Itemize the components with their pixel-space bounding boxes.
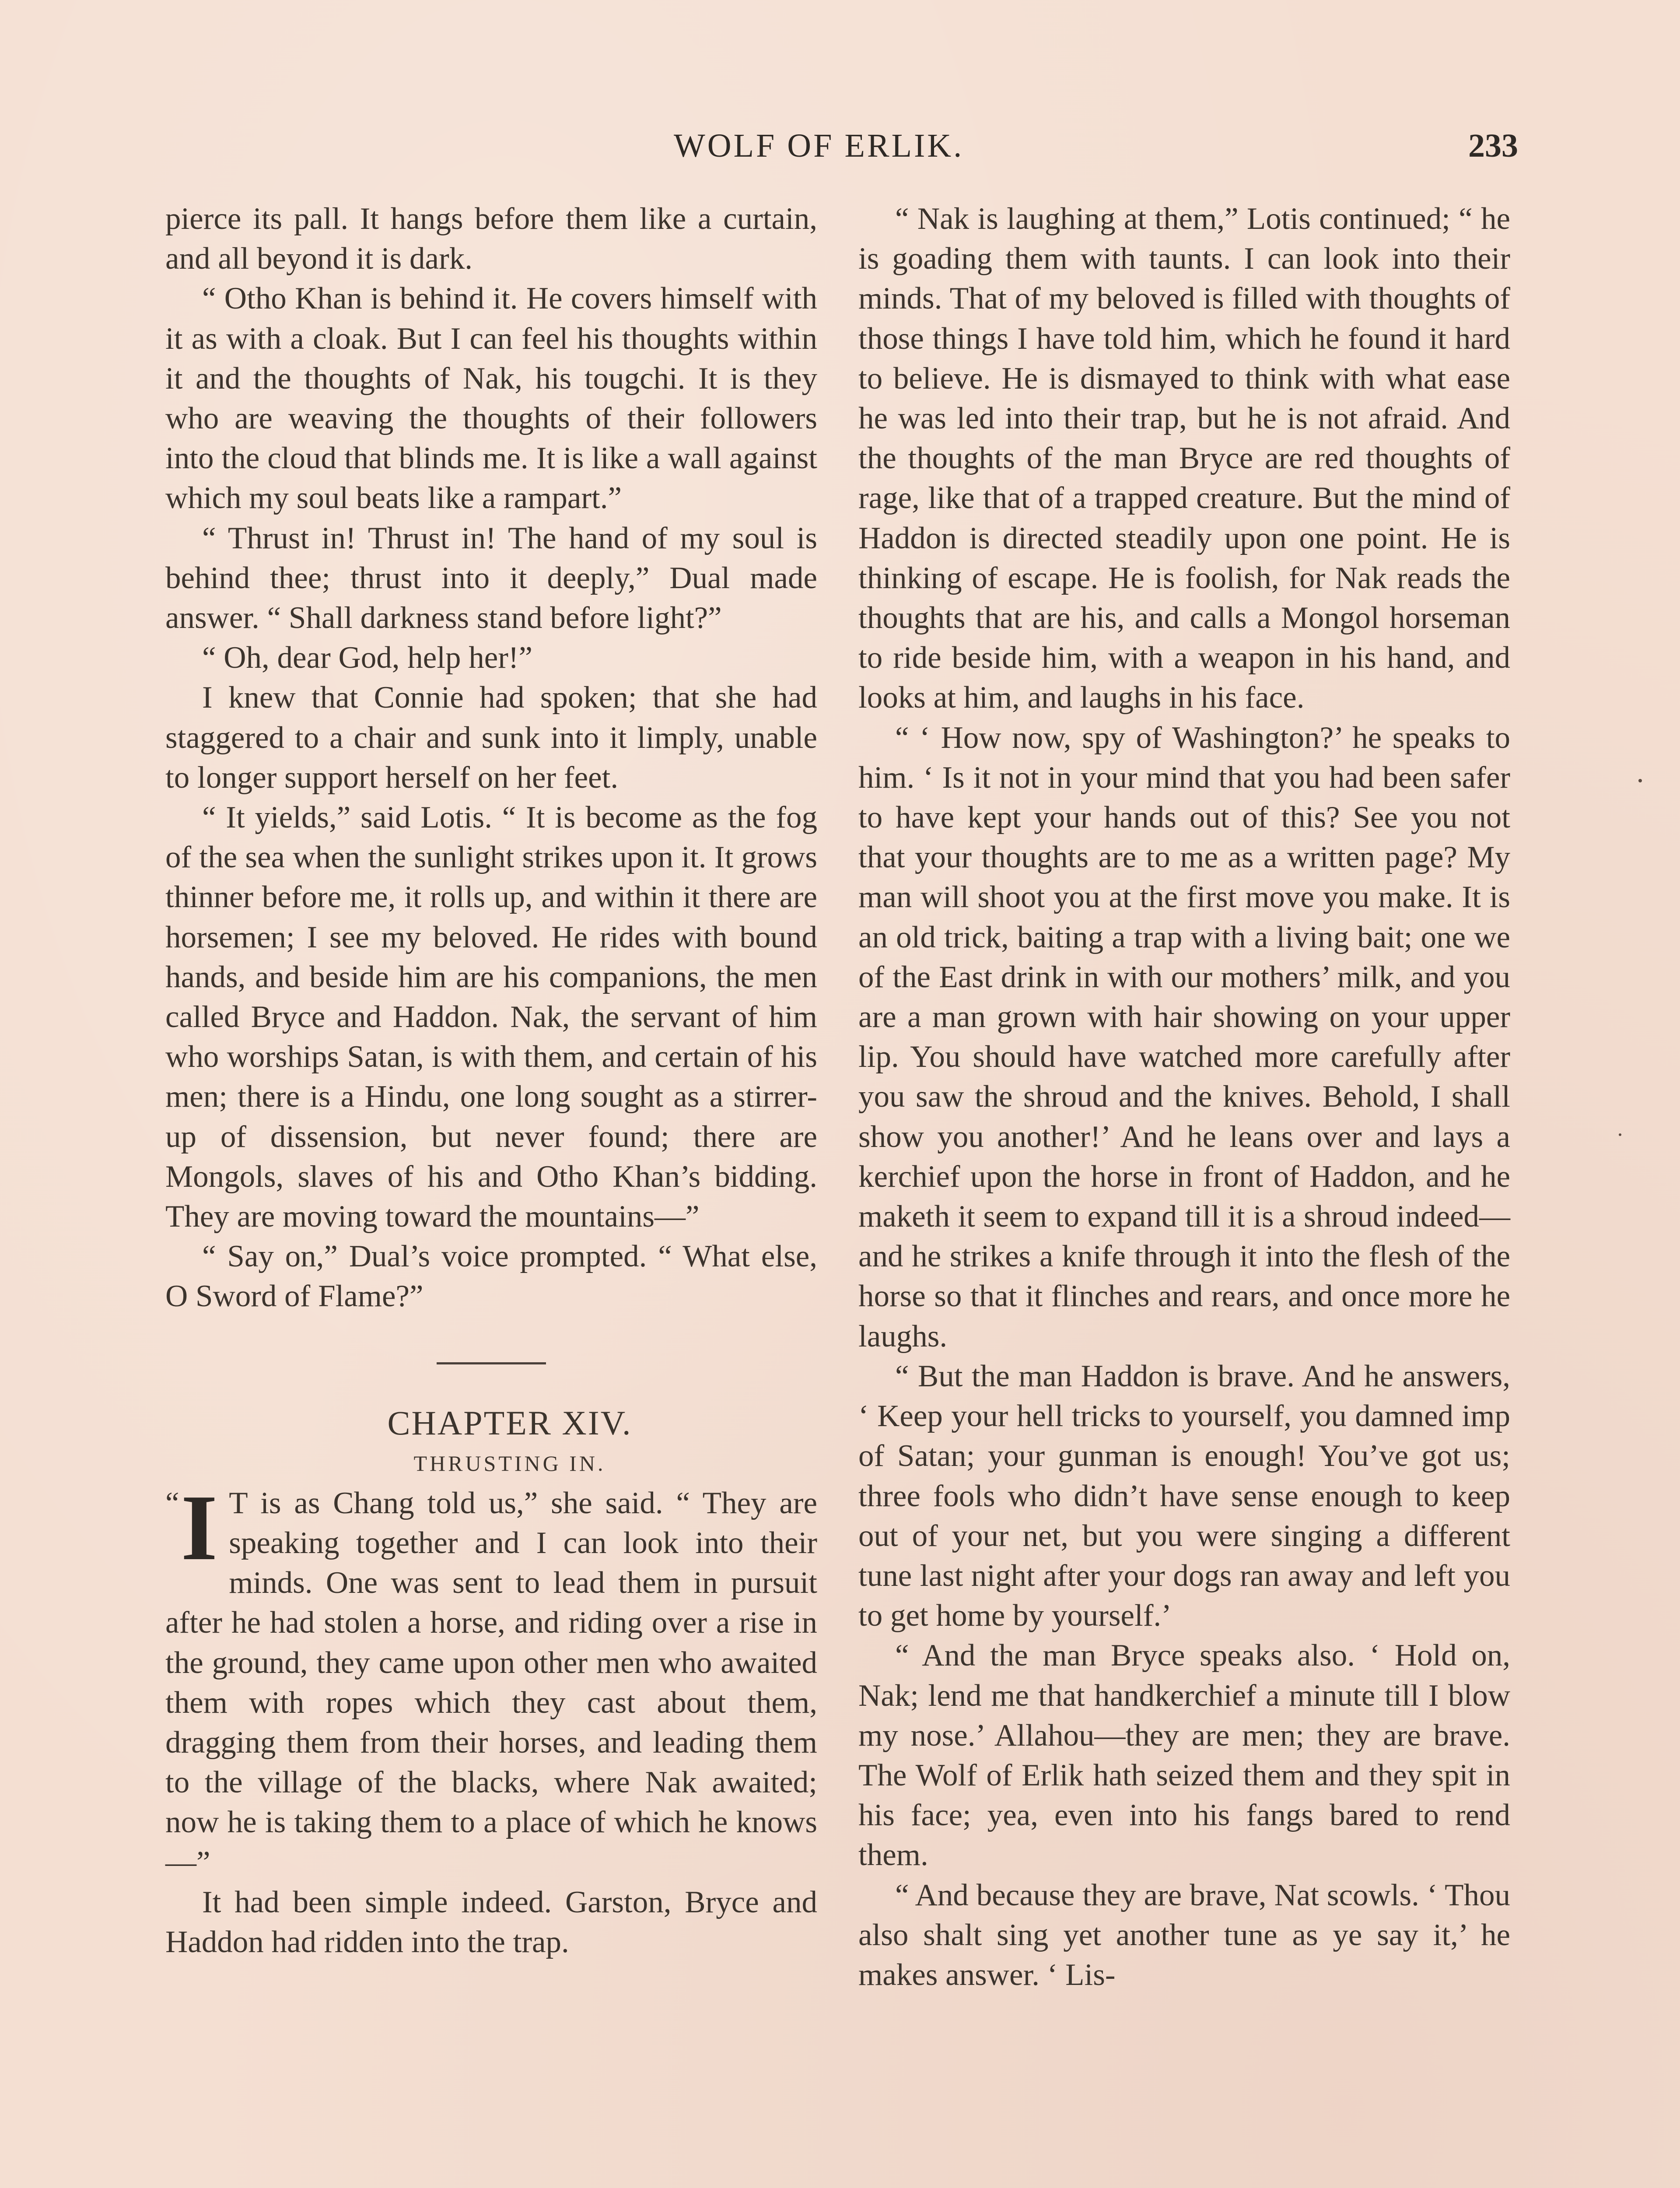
paragraph: pierce its pall. It hangs before them like a curtain, and all beyond it is dark.	[165, 202, 817, 276]
paper-speck	[1619, 1133, 1621, 1136]
paragraph: “ And the man Bryce speaks also. ‘ Hold on, Nak; lend me that handkerchief a minute till I blow my nose.’ Allahou—they are men; they are brave. The Wolf of Erlik hath seized them and they spit in his face; yea, even into his fangs bared to rend them.	[858, 1638, 1510, 1872]
paragraph: It had been simple indeed. Garston, Bryce and Haddon had ridden into the trap.	[165, 1885, 817, 1959]
paragraph: “ But the man Haddon is brave. And he answers, ‘ Keep your hell tricks to yourself, you damned imp of Satan; your gunman is enough! You’ve got us; three fools who didn’t have sense enough to keep out of your net, but you were singing a different tune last night after your dogs ran away and left you to get home by yourself.’	[858, 1359, 1510, 1633]
paper-speck	[1638, 779, 1642, 782]
right-column	[858, 199, 1510, 1995]
paragraph: “ Thrust in! Thrust in! The hand of my soul is behind thee; thrust into it deeply,” Dual made answer. “ Shall darkness stand before light?”	[165, 521, 817, 635]
page-number: 233	[1468, 127, 1518, 164]
chapter-heading: CHAPTER XIV.	[387, 1403, 632, 1442]
section-divider	[437, 1362, 546, 1364]
paragraph: “ Say on,” Dual’s voice prompted. “ What else, O Sword of Flame?”	[165, 1239, 817, 1314]
running-head	[0, 127, 1680, 179]
paragraph: I knew that Connie had spoken; that she had staggered to a chair and sunk into it limply, unable to longer support herself on her feet.	[165, 680, 817, 795]
paragraph: “ And because they are brave, Nat scowls. ‘ Thou also shalt sing yet another tune as ye say it,’ he makes answer. ‘ Lis-	[858, 1878, 1510, 1992]
left-column	[165, 199, 817, 1962]
paragraph: “ Otho Khan is behind it. He covers himself with it as with a cloak. But I can feel his thoughts within it and the thoughts of Nak, his tougchi. It is they who are weaving the thoughts of their followers into the cloud that blinds me. It is like a wall against which my soul beats like a rampart.”	[165, 281, 817, 515]
opening-paragraph	[165, 1475, 817, 1883]
running-title: WOLF OF ERLIK.	[674, 127, 964, 164]
opening-quote-mark: “	[165, 1486, 179, 1520]
paragraph: “ Oh, dear God, help her!”	[202, 641, 533, 675]
drop-cap: I	[181, 1475, 218, 1580]
paragraph: “ ‘ How now, spy of Washington?’ he speaks to him. ‘ Is it not in your mind that you had been safer to have kept your hands out of this? See you not that your thoughts are to me as a written page? My man will shoot you at the first move you make. It is an old trick, baiting a trap with a living bait; one we of the East drink in with our mothers’ milk, and you are a man grown with hair showing on your upper lip. You should have watched more carefully after you saw the shroud and the knives. Behold, I shall show you another!’ And he leans over and lays a kerchief upon the horse in front of Haddon, and he maketh it seem to expand till it is a shroud indeed—and he strikes a knife through it into the flesh of the horse so that it flinches and rears, and once more he laughs.	[858, 720, 1510, 1353]
opening-text: T is as Chang told us,” she said. “ They are speaking together and I can look into their minds. One was sent to lead them in pursuit after he had stolen a horse, and riding over a rise in the ground, they came upon other men who awaited them with ropes which they cast about them, dragging them from their horses, and leading them to the village of the blacks, where Nak awaited; now he is taking them to a place of which he knows—”	[165, 1486, 817, 1879]
paragraph: “ It yields,” said Lotis. “ It is become as the fog of the sea when the sunlight strikes upon it. It grows thinner before me, it rolls up, and within it there are horsemen; I see my beloved. He rides with bound hands, and beside him are his companions, the men called Bryce and Haddon. Nak, the servant of him who worships Satan, is with them, and certain of his men; there is a Hindu, one long sought as a stirrer-up of dissension, but never found; there are Mongols, slaves of his and Otho Khan’s bidding. They are moving toward the mountains—”	[165, 800, 817, 1234]
paragraph: “ Nak is laughing at them,” Lotis continued; “ he is goading them with taunts. I can look into their minds. That of my beloved is filled with thoughts of those things I have told him, which he found it hard to believe. He is dismayed to think with what ease he was led into their trap, but he is not afraid. And the thoughts of the man Bryce are red thoughts of rage, like that of a trapped creature. But the mind of Haddon is directed steadily upon one point. He is thinking of escape. He is foolish, for Nak reads the thoughts that are his, and calls a Mongol horseman to ride beside him, with a weapon in his hand, and looks at him, and laughs in his face.	[858, 202, 1510, 715]
chapter-subtitle: THRUSTING IN.	[413, 1451, 606, 1476]
